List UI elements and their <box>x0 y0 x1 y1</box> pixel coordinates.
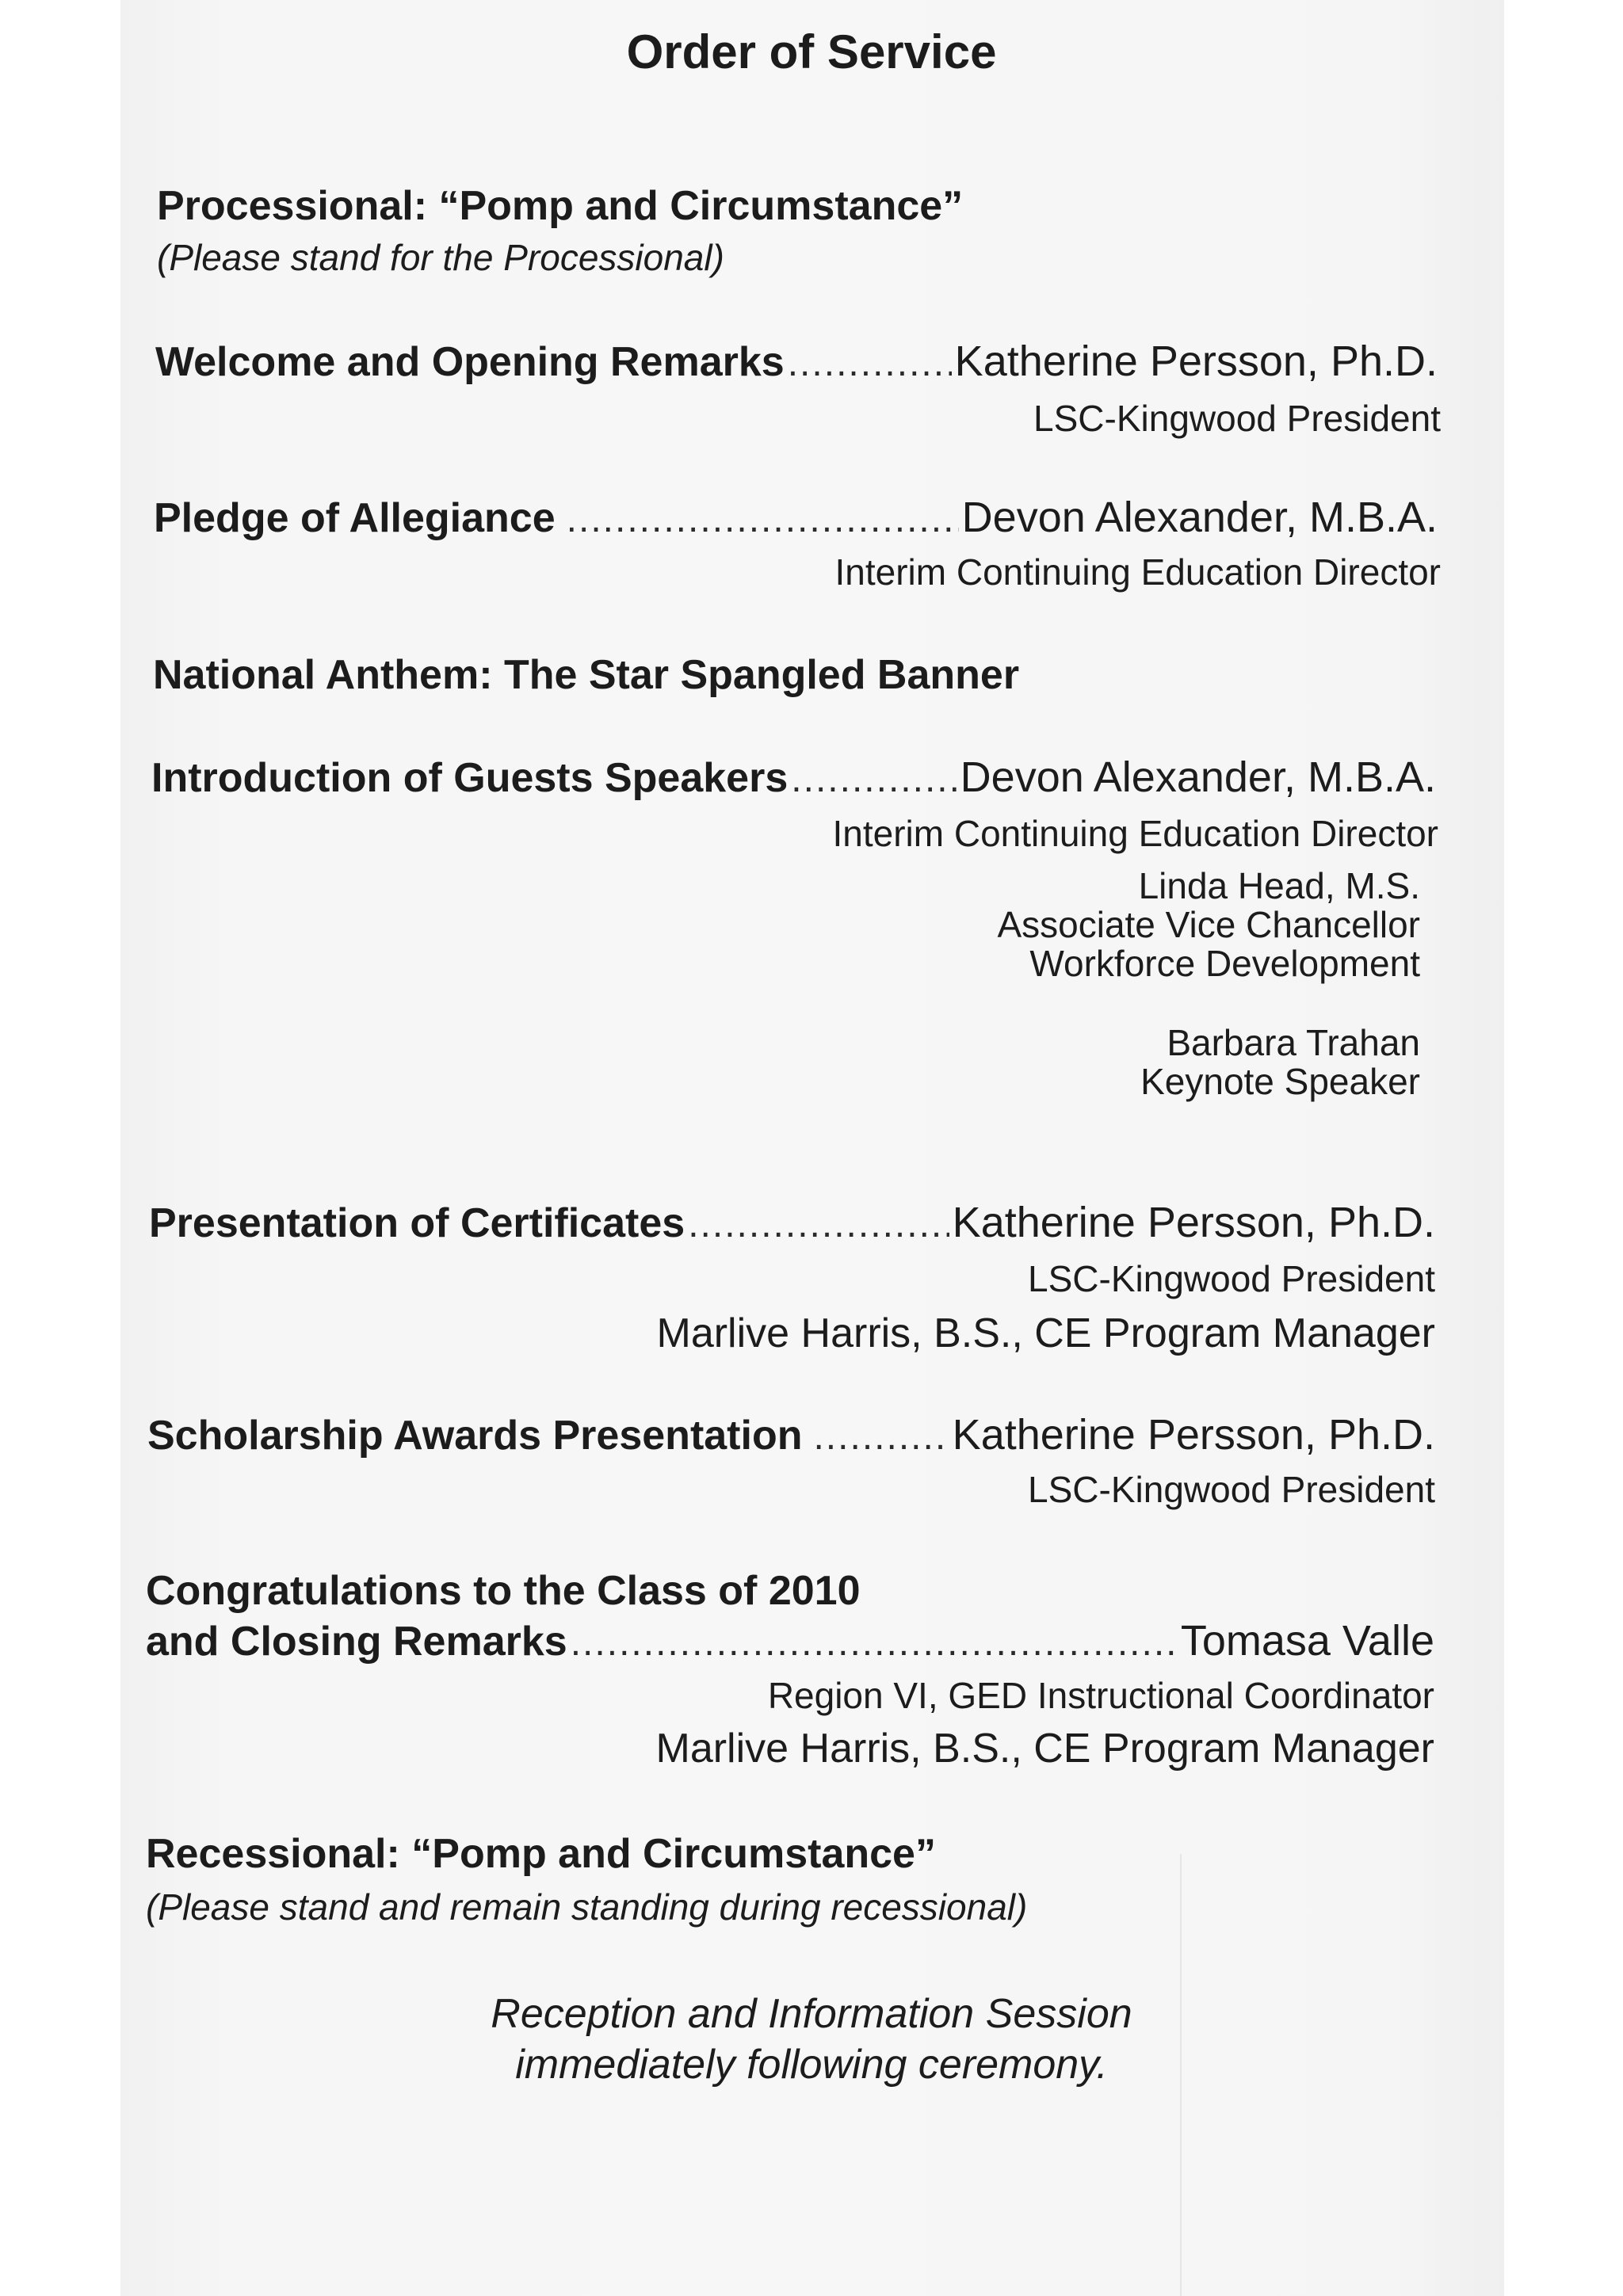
guest-name-barbara-trahan: Barbara Trahan <box>1167 1022 1420 1063</box>
welcome-speaker-role: LSC-Kingwood President <box>1033 398 1441 439</box>
closing-remarks-heading: and Closing Remarks <box>146 1619 567 1665</box>
certificates-heading: Presentation of Certificates <box>149 1200 685 1246</box>
dot-leader <box>688 1203 949 1246</box>
pledge-speaker: Devon Alexander, M.B.A. <box>961 494 1438 541</box>
certificates-item <box>149 1198 1435 1247</box>
guest-role-line2: Workforce Development <box>1029 943 1420 984</box>
page-title: Order of Service <box>626 25 997 78</box>
reception-line2: immediately following ceremony. <box>515 2042 1108 2088</box>
dot-leader <box>567 498 959 541</box>
keynote-speaker-role: Keynote Speaker <box>1140 1061 1420 1102</box>
pledge-heading: Pledge of Allegiance <box>154 495 556 541</box>
processional-heading: Processional: “Pomp and Circumstance” <box>157 183 964 229</box>
dot-leader <box>813 1415 949 1459</box>
introduction-speaker-role: Interim Continuing Education Director <box>832 813 1438 854</box>
anthem-heading: National Anthem: The Star Spangled Banner <box>153 652 1020 698</box>
pledge-speaker-role: Interim Continuing Education Director <box>834 551 1441 593</box>
closing-program-manager: Marlive Harris, B.S., CE Program Manager <box>655 1726 1434 1772</box>
pledge-item <box>154 493 1438 542</box>
certificates-speaker-role: LSC-Kingwood President <box>1028 1258 1435 1299</box>
scholarship-item <box>147 1410 1435 1459</box>
closing-remarks-item <box>146 1616 1434 1665</box>
guest-name-linda-head: Linda Head, M.S. <box>1138 865 1420 906</box>
scholarship-speaker-role: LSC-Kingwood President <box>1028 1469 1435 1510</box>
introduction-speaker: Devon Alexander, M.B.A. <box>960 753 1436 801</box>
welcome-item <box>155 337 1438 386</box>
certificates-speaker: Katherine Persson, Ph.D. <box>952 1199 1435 1246</box>
dot-leader <box>791 757 957 801</box>
closing-speaker-role: Region VI, GED Instructional Coordinator <box>767 1675 1434 1716</box>
dot-leader <box>571 1621 1178 1665</box>
reception-line1: Reception and Information Session <box>491 1991 1132 2037</box>
recessional-heading: Recessional: “Pomp and Circumstance” <box>146 1831 936 1877</box>
introduction-heading: Introduction of Guests Speakers <box>151 755 789 801</box>
scholarship-heading: Scholarship Awards Presentation <box>147 1413 803 1459</box>
welcome-heading: Welcome and Opening Remarks <box>155 339 785 385</box>
processional-note: (Please stand for the Processional) <box>157 237 724 278</box>
introduction-item <box>151 753 1436 802</box>
congratulations-heading: Congratulations to the Class of 2010 <box>146 1568 861 1614</box>
certificates-program-manager: Marlive Harris, B.S., CE Program Manager <box>656 1310 1435 1356</box>
closing-speaker: Tomasa Valle <box>1180 1617 1434 1665</box>
scholarship-speaker: Katherine Persson, Ph.D. <box>952 1411 1435 1459</box>
recessional-note: (Please stand and remain standing during recessional) <box>146 1886 1028 1928</box>
guest-role-line1: Associate Vice Chancellor <box>997 904 1420 945</box>
welcome-speaker: Katherine Persson, Ph.D. <box>954 338 1438 385</box>
dot-leader <box>788 341 952 385</box>
